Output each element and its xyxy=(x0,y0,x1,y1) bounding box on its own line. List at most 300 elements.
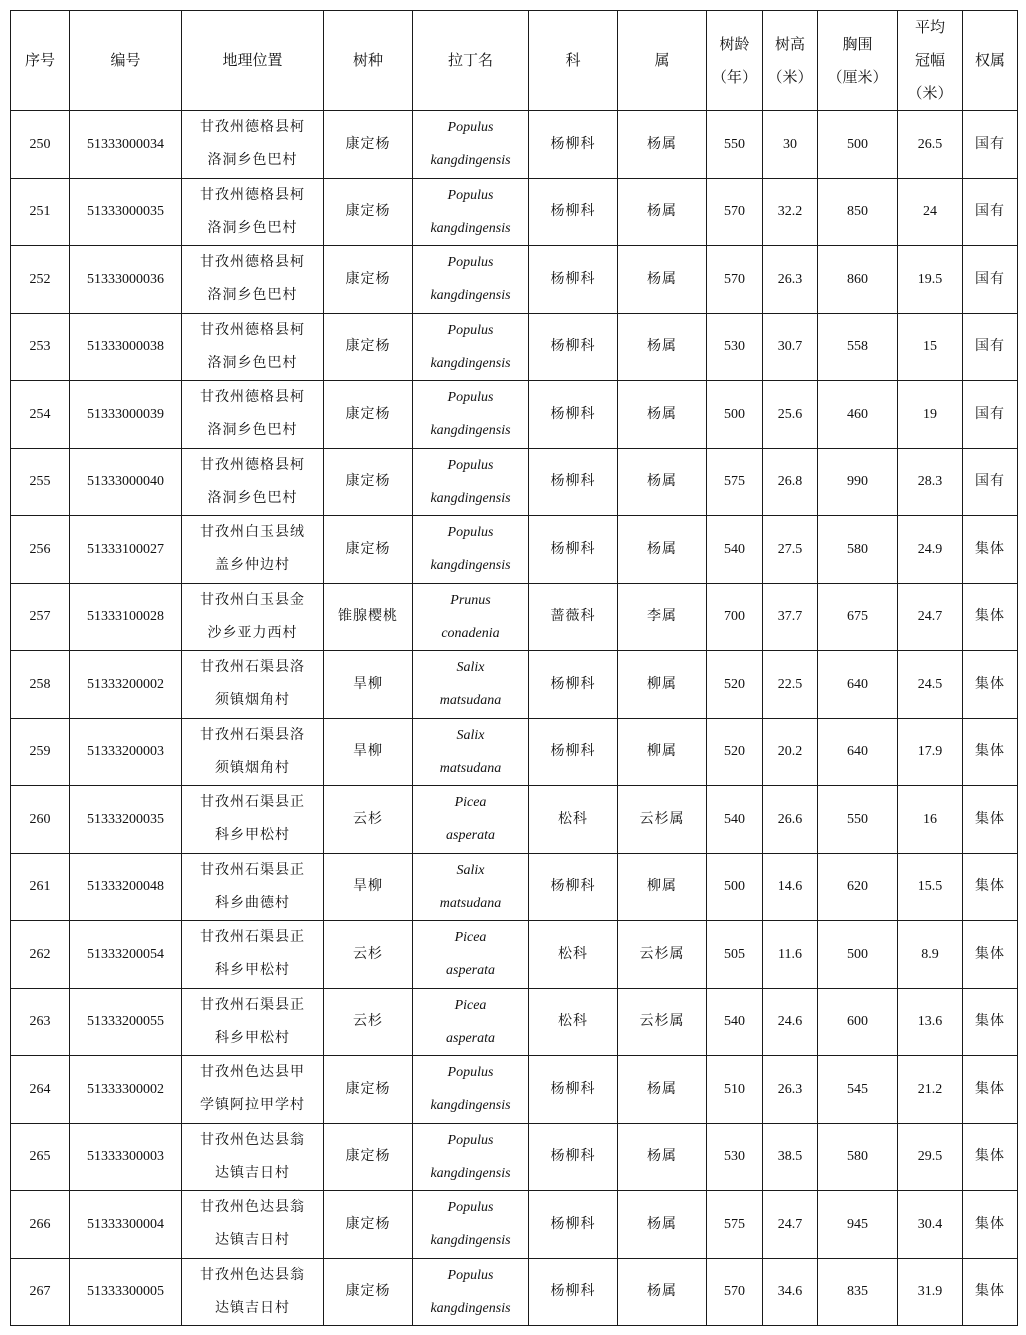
header-family: 科 xyxy=(529,11,618,111)
location-cell-line: 科乡甲松村 xyxy=(215,827,290,844)
age-cell: 540 xyxy=(707,786,763,854)
latin-name-cell-line: matsudana xyxy=(439,760,502,776)
latin-name-cell-line: kangdingensis xyxy=(430,558,511,574)
latin-name-cell xyxy=(413,1056,529,1124)
species-cell: 康定杨 xyxy=(324,448,413,516)
species-cell: 康定杨 xyxy=(324,178,413,246)
latin-name-cell-line: kangdingensis xyxy=(430,1165,511,1181)
location-cell xyxy=(182,448,324,516)
table-row xyxy=(11,381,1018,449)
family-cell: 杨柳科 xyxy=(529,1191,618,1259)
location-cell-line: 须镇烟角村 xyxy=(215,759,290,776)
header-seq: 序号 xyxy=(11,11,70,111)
species-cell: 康定杨 xyxy=(324,1191,413,1259)
ownership-cell: 集体 xyxy=(963,853,1018,921)
table-row xyxy=(11,651,1018,719)
latin-name-cell xyxy=(413,718,529,786)
latin-name-cell-line: Salix xyxy=(456,727,485,743)
girth-cell: 620 xyxy=(818,853,898,921)
height-cell: 34.6 xyxy=(763,1258,818,1326)
height-cell: 38.5 xyxy=(763,1123,818,1191)
code-cell: 51333100027 xyxy=(70,516,182,584)
table-row xyxy=(11,448,1018,516)
species-cell: 康定杨 xyxy=(324,516,413,584)
family-cell: 蔷薇科 xyxy=(529,583,618,651)
genus-cell: 杨属 xyxy=(618,448,707,516)
ownership-cell: 国有 xyxy=(963,246,1018,314)
location-cell xyxy=(182,516,324,584)
ownership-cell: 国有 xyxy=(963,381,1018,449)
height-cell: 32.2 xyxy=(763,178,818,246)
seq-cell: 256 xyxy=(11,516,70,584)
ownership-cell: 国有 xyxy=(963,448,1018,516)
location-cell xyxy=(182,786,324,854)
crown-cell: 15.5 xyxy=(898,853,963,921)
family-cell: 杨柳科 xyxy=(529,111,618,179)
table-row xyxy=(11,178,1018,246)
latin-name-cell-line: Salix xyxy=(456,660,485,676)
latin-name-cell-line: matsudana xyxy=(439,693,502,709)
table-row xyxy=(11,988,1018,1056)
header-age-line: 树龄 xyxy=(719,34,750,53)
seq-cell: 264 xyxy=(11,1056,70,1124)
header-girth-unit: （厘米） xyxy=(827,67,888,86)
header-crown xyxy=(898,11,963,111)
age-cell: 520 xyxy=(707,718,763,786)
code-cell: 51333200048 xyxy=(70,853,182,921)
family-cell: 杨柳科 xyxy=(529,1123,618,1191)
latin-name-cell-line: conadenia xyxy=(441,625,500,641)
code-cell: 51333200003 xyxy=(70,718,182,786)
genus-cell: 杨属 xyxy=(618,516,707,584)
table-row xyxy=(11,516,1018,584)
girth-cell: 860 xyxy=(818,246,898,314)
crown-cell: 31.9 xyxy=(898,1258,963,1326)
genus-cell: 杨属 xyxy=(618,313,707,381)
species-cell: 康定杨 xyxy=(324,1258,413,1326)
code-cell: 51333000040 xyxy=(70,448,182,516)
latin-name-cell xyxy=(413,583,529,651)
ownership-cell: 集体 xyxy=(963,1258,1018,1326)
location-cell-line: 洛洞乡色巴村 xyxy=(207,422,298,439)
latin-name-cell xyxy=(413,178,529,246)
location-cell-line: 甘孜州石渠县正 xyxy=(200,861,305,878)
location-cell-line: 甘孜州石渠县洛 xyxy=(200,659,305,676)
age-cell: 570 xyxy=(707,1258,763,1326)
crown-cell: 24 xyxy=(898,178,963,246)
ownership-cell: 集体 xyxy=(963,651,1018,719)
ownership-cell: 国有 xyxy=(963,178,1018,246)
height-cell: 26.3 xyxy=(763,246,818,314)
table-row xyxy=(11,1056,1018,1124)
species-cell: 云杉 xyxy=(324,786,413,854)
height-cell: 25.6 xyxy=(763,381,818,449)
girth-cell: 850 xyxy=(818,178,898,246)
crown-cell: 19 xyxy=(898,381,963,449)
ownership-cell: 集体 xyxy=(963,988,1018,1056)
age-cell: 570 xyxy=(707,178,763,246)
location-cell xyxy=(182,1123,324,1191)
latin-name-cell-line: kangdingensis xyxy=(430,288,511,304)
species-cell: 旱柳 xyxy=(324,718,413,786)
header-row xyxy=(11,11,1018,111)
header-species: 树种 xyxy=(324,11,413,111)
latin-name-cell-line: Populus xyxy=(447,322,494,338)
location-cell-line: 甘孜州石渠县正 xyxy=(200,929,305,946)
location-cell-line: 科乡曲德村 xyxy=(215,894,290,911)
location-cell xyxy=(182,988,324,1056)
age-cell: 540 xyxy=(707,988,763,1056)
genus-cell: 杨属 xyxy=(618,1056,707,1124)
header-location: 地理位置 xyxy=(182,11,324,111)
ownership-cell: 集体 xyxy=(963,786,1018,854)
location-cell-line: 洛洞乡色巴村 xyxy=(207,354,298,371)
family-cell: 杨柳科 xyxy=(529,651,618,719)
latin-name-cell-line: Populus xyxy=(447,1132,494,1148)
ancient-tree-register-table xyxy=(10,10,1018,1326)
species-cell: 康定杨 xyxy=(324,1056,413,1124)
table-row xyxy=(11,921,1018,989)
family-cell: 松科 xyxy=(529,988,618,1056)
code-cell: 51333300004 xyxy=(70,1191,182,1259)
family-cell: 杨柳科 xyxy=(529,178,618,246)
crown-cell: 17.9 xyxy=(898,718,963,786)
latin-name-cell-line: kangdingensis xyxy=(430,1233,511,1249)
height-cell: 26.3 xyxy=(763,1056,818,1124)
family-cell: 杨柳科 xyxy=(529,718,618,786)
height-cell: 27.5 xyxy=(763,516,818,584)
code-cell: 51333000036 xyxy=(70,246,182,314)
seq-cell: 265 xyxy=(11,1123,70,1191)
location-cell-line: 学镇阿拉甲学村 xyxy=(200,1097,305,1114)
table-row xyxy=(11,1191,1018,1259)
species-cell: 旱柳 xyxy=(324,651,413,719)
latin-name-cell xyxy=(413,1191,529,1259)
ownership-cell: 集体 xyxy=(963,516,1018,584)
latin-name-cell-line: Populus xyxy=(447,255,494,271)
age-cell: 530 xyxy=(707,1123,763,1191)
location-cell-line: 盖乡仲边村 xyxy=(215,557,290,574)
height-cell: 30 xyxy=(763,111,818,179)
code-cell: 51333000039 xyxy=(70,381,182,449)
latin-name-cell xyxy=(413,381,529,449)
code-cell: 51333000038 xyxy=(70,313,182,381)
species-cell: 康定杨 xyxy=(324,246,413,314)
location-cell-line: 甘孜州白玉县绒 xyxy=(200,524,305,541)
crown-cell: 30.4 xyxy=(898,1191,963,1259)
genus-cell: 杨属 xyxy=(618,1191,707,1259)
header-age xyxy=(707,11,763,111)
location-cell xyxy=(182,583,324,651)
latin-name-cell-line: Populus xyxy=(447,525,494,541)
latin-name-cell-line: kangdingensis xyxy=(430,423,511,439)
header-latin-name: 拉丁名 xyxy=(413,11,529,111)
girth-cell: 550 xyxy=(818,786,898,854)
table-row xyxy=(11,718,1018,786)
species-cell: 康定杨 xyxy=(324,111,413,179)
seq-cell: 266 xyxy=(11,1191,70,1259)
height-cell: 14.6 xyxy=(763,853,818,921)
header-girth xyxy=(818,11,898,111)
genus-cell: 杨属 xyxy=(618,1123,707,1191)
height-cell: 26.6 xyxy=(763,786,818,854)
latin-name-cell xyxy=(413,1258,529,1326)
code-cell: 51333200054 xyxy=(70,921,182,989)
crown-cell: 29.5 xyxy=(898,1123,963,1191)
location-cell-line: 甘孜州石渠县正 xyxy=(200,996,305,1013)
location-cell-line: 洛洞乡色巴村 xyxy=(207,152,298,169)
latin-name-cell-line: asperata xyxy=(446,1030,495,1046)
seq-cell: 263 xyxy=(11,988,70,1056)
location-cell-line: 科乡甲松村 xyxy=(215,1029,290,1046)
location-cell-line: 甘孜州石渠县洛 xyxy=(200,726,305,743)
ownership-cell: 集体 xyxy=(963,583,1018,651)
location-cell xyxy=(182,1191,324,1259)
family-cell: 松科 xyxy=(529,786,618,854)
location-cell xyxy=(182,921,324,989)
crown-cell: 26.5 xyxy=(898,111,963,179)
ownership-cell: 集体 xyxy=(963,1123,1018,1191)
latin-name-cell-line: Prunus xyxy=(450,592,491,608)
table-row xyxy=(11,246,1018,314)
crown-cell: 16 xyxy=(898,786,963,854)
girth-cell: 500 xyxy=(818,111,898,179)
age-cell: 540 xyxy=(707,516,763,584)
latin-name-cell xyxy=(413,313,529,381)
crown-cell: 24.5 xyxy=(898,651,963,719)
location-cell xyxy=(182,853,324,921)
family-cell: 杨柳科 xyxy=(529,853,618,921)
latin-name-cell xyxy=(413,921,529,989)
location-cell xyxy=(182,313,324,381)
latin-name-cell xyxy=(413,853,529,921)
girth-cell: 990 xyxy=(818,448,898,516)
crown-cell: 13.6 xyxy=(898,988,963,1056)
location-cell-line: 甘孜州色达县翁 xyxy=(200,1266,305,1283)
species-cell: 康定杨 xyxy=(324,381,413,449)
latin-name-cell xyxy=(413,246,529,314)
header-height xyxy=(763,11,818,111)
location-cell-line: 科乡甲松村 xyxy=(215,962,290,979)
table-row xyxy=(11,853,1018,921)
crown-cell: 8.9 xyxy=(898,921,963,989)
header-girth-line: 胸围 xyxy=(842,34,873,53)
location-cell-line: 达镇吉日村 xyxy=(215,1164,290,1181)
latin-name-cell-line: Populus xyxy=(447,457,494,473)
seq-cell: 257 xyxy=(11,583,70,651)
seq-cell: 260 xyxy=(11,786,70,854)
family-cell: 杨柳科 xyxy=(529,1258,618,1326)
latin-name-cell-line: asperata xyxy=(446,963,495,979)
code-cell: 51333200055 xyxy=(70,988,182,1056)
girth-cell: 640 xyxy=(818,651,898,719)
age-cell: 575 xyxy=(707,1191,763,1259)
latin-name-cell xyxy=(413,1123,529,1191)
family-cell: 杨柳科 xyxy=(529,246,618,314)
species-cell: 康定杨 xyxy=(324,313,413,381)
header-crown-unit: （米） xyxy=(907,84,953,102)
height-cell: 24.7 xyxy=(763,1191,818,1259)
seq-cell: 261 xyxy=(11,853,70,921)
latin-name-cell-line: asperata xyxy=(446,828,495,844)
seq-cell: 262 xyxy=(11,921,70,989)
table-body xyxy=(11,111,1018,1326)
family-cell: 杨柳科 xyxy=(529,1056,618,1124)
genus-cell: 杨属 xyxy=(618,111,707,179)
latin-name-cell-line: kangdingensis xyxy=(430,355,511,371)
seq-cell: 252 xyxy=(11,246,70,314)
species-cell: 康定杨 xyxy=(324,1123,413,1191)
height-cell: 37.7 xyxy=(763,583,818,651)
location-cell xyxy=(182,718,324,786)
code-cell: 51333300005 xyxy=(70,1258,182,1326)
age-cell: 570 xyxy=(707,246,763,314)
family-cell: 杨柳科 xyxy=(529,313,618,381)
latin-name-cell xyxy=(413,111,529,179)
latin-name-cell xyxy=(413,786,529,854)
latin-name-cell-line: Picea xyxy=(454,930,487,946)
height-cell: 30.7 xyxy=(763,313,818,381)
location-cell-line: 甘孜州德格县柯 xyxy=(200,254,305,271)
table-row xyxy=(11,1258,1018,1326)
header-genus: 属 xyxy=(618,11,707,111)
family-cell: 杨柳科 xyxy=(529,516,618,584)
age-cell: 510 xyxy=(707,1056,763,1124)
location-cell xyxy=(182,178,324,246)
girth-cell: 675 xyxy=(818,583,898,651)
location-cell xyxy=(182,1258,324,1326)
location-cell xyxy=(182,1056,324,1124)
girth-cell: 600 xyxy=(818,988,898,1056)
location-cell-line: 须镇烟角村 xyxy=(215,692,290,709)
girth-cell: 835 xyxy=(818,1258,898,1326)
ownership-cell: 集体 xyxy=(963,1056,1018,1124)
location-cell-line: 达镇吉日村 xyxy=(215,1232,290,1249)
location-cell xyxy=(182,381,324,449)
latin-name-cell-line: Populus xyxy=(447,390,494,406)
location-cell-line: 甘孜州德格县柯 xyxy=(200,119,305,136)
code-cell: 51333000035 xyxy=(70,178,182,246)
age-cell: 500 xyxy=(707,853,763,921)
location-cell-line: 甘孜州色达县翁 xyxy=(200,1199,305,1216)
latin-name-cell-line: Populus xyxy=(447,1065,494,1081)
seq-cell: 251 xyxy=(11,178,70,246)
location-cell xyxy=(182,651,324,719)
genus-cell: 杨属 xyxy=(618,178,707,246)
latin-name-cell-line: kangdingensis xyxy=(430,1098,511,1114)
header-crown-line1: 平均 xyxy=(914,18,945,36)
location-cell xyxy=(182,246,324,314)
height-cell: 11.6 xyxy=(763,921,818,989)
location-cell-line: 甘孜州德格县柯 xyxy=(200,186,305,203)
ownership-cell: 国有 xyxy=(963,111,1018,179)
seq-cell: 255 xyxy=(11,448,70,516)
location-cell-line: 甘孜州白玉县金 xyxy=(200,591,305,608)
age-cell: 500 xyxy=(707,381,763,449)
ownership-cell: 国有 xyxy=(963,313,1018,381)
species-cell: 云杉 xyxy=(324,921,413,989)
latin-name-cell-line: Picea xyxy=(454,997,487,1013)
family-cell: 杨柳科 xyxy=(529,448,618,516)
girth-cell: 460 xyxy=(818,381,898,449)
genus-cell: 云杉属 xyxy=(618,921,707,989)
genus-cell: 云杉属 xyxy=(618,786,707,854)
location-cell-line: 甘孜州德格县柯 xyxy=(200,456,305,473)
seq-cell: 254 xyxy=(11,381,70,449)
species-cell: 锥腺樱桃 xyxy=(324,583,413,651)
girth-cell: 945 xyxy=(818,1191,898,1259)
latin-name-cell-line: Populus xyxy=(447,187,494,203)
age-cell: 550 xyxy=(707,111,763,179)
header-code: 编号 xyxy=(70,11,182,111)
location-cell-line: 甘孜州色达县翁 xyxy=(200,1131,305,1148)
code-cell: 51333300002 xyxy=(70,1056,182,1124)
species-cell: 云杉 xyxy=(324,988,413,1056)
location-cell-line: 甘孜州色达县甲 xyxy=(200,1064,305,1081)
latin-name-cell-line: kangdingensis xyxy=(430,153,511,169)
age-cell: 530 xyxy=(707,313,763,381)
latin-name-cell-line: Populus xyxy=(447,1267,494,1283)
crown-cell: 28.3 xyxy=(898,448,963,516)
location-cell-line: 洛洞乡色巴村 xyxy=(207,287,298,304)
code-cell: 51333200002 xyxy=(70,651,182,719)
age-cell: 700 xyxy=(707,583,763,651)
seq-cell: 259 xyxy=(11,718,70,786)
genus-cell: 杨属 xyxy=(618,1258,707,1326)
girth-cell: 580 xyxy=(818,516,898,584)
girth-cell: 558 xyxy=(818,313,898,381)
crown-cell: 19.5 xyxy=(898,246,963,314)
seq-cell: 253 xyxy=(11,313,70,381)
location-cell-line: 甘孜州石渠县正 xyxy=(200,794,305,811)
girth-cell: 580 xyxy=(818,1123,898,1191)
latin-name-cell xyxy=(413,651,529,719)
height-cell: 20.2 xyxy=(763,718,818,786)
genus-cell: 杨属 xyxy=(618,246,707,314)
latin-name-cell-line: kangdingensis xyxy=(430,490,511,506)
seq-cell: 250 xyxy=(11,111,70,179)
latin-name-cell xyxy=(413,448,529,516)
family-cell: 松科 xyxy=(529,921,618,989)
family-cell: 杨柳科 xyxy=(529,381,618,449)
height-cell: 22.5 xyxy=(763,651,818,719)
girth-cell: 500 xyxy=(818,921,898,989)
table-row xyxy=(11,786,1018,854)
header-crown-line2: 冠幅 xyxy=(914,51,945,69)
genus-cell: 云杉属 xyxy=(618,988,707,1056)
latin-name-cell-line: Populus xyxy=(447,1200,494,1216)
location-cell-line: 沙乡亚力西村 xyxy=(207,624,298,641)
location-cell-line: 甘孜州德格县柯 xyxy=(200,389,305,406)
genus-cell: 杨属 xyxy=(618,381,707,449)
latin-name-cell-line: kangdingensis xyxy=(430,220,511,236)
seq-cell: 267 xyxy=(11,1258,70,1326)
latin-name-cell xyxy=(413,516,529,584)
ownership-cell: 集体 xyxy=(963,1191,1018,1259)
genus-cell: 柳属 xyxy=(618,853,707,921)
code-cell: 51333000034 xyxy=(70,111,182,179)
girth-cell: 545 xyxy=(818,1056,898,1124)
age-cell: 520 xyxy=(707,651,763,719)
genus-cell: 李属 xyxy=(618,583,707,651)
crown-cell: 24.7 xyxy=(898,583,963,651)
latin-name-cell-line: kangdingensis xyxy=(430,1300,511,1316)
table-row xyxy=(11,111,1018,179)
latin-name-cell-line: Populus xyxy=(447,120,494,136)
code-cell: 51333100028 xyxy=(70,583,182,651)
latin-name-cell-line: matsudana xyxy=(439,895,502,911)
header-age-unit: （年） xyxy=(711,67,757,86)
